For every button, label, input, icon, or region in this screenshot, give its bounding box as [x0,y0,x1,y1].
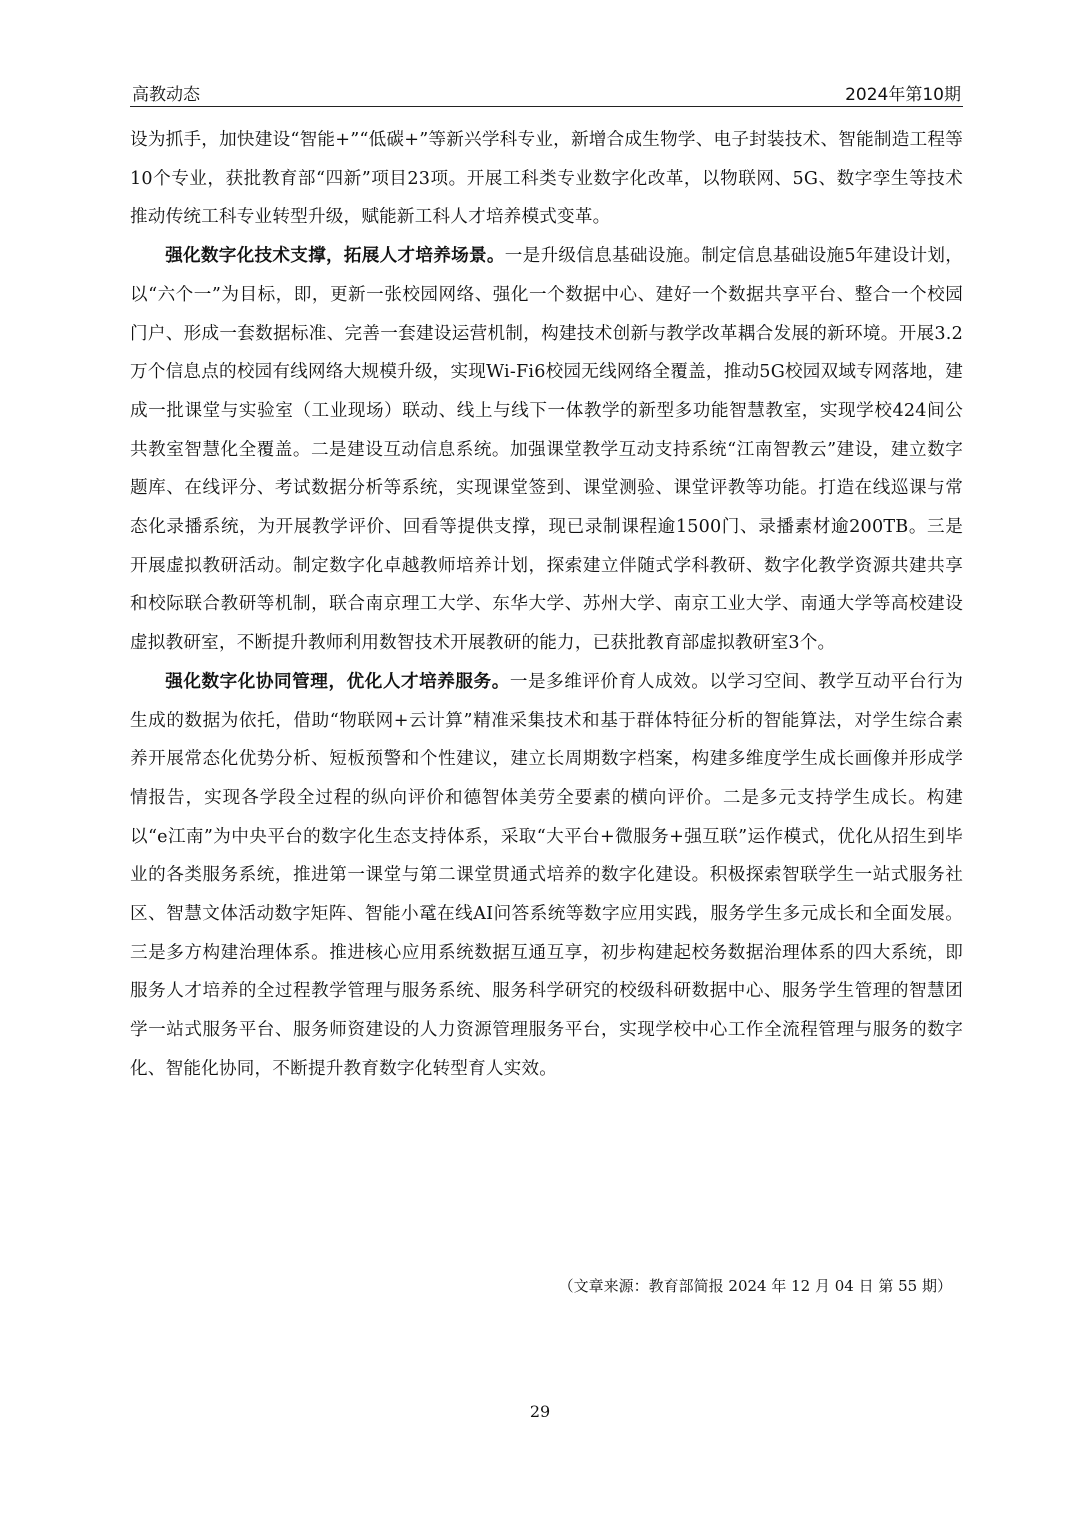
paragraph-3-lead: 强化数字化协同管理，优化人才培养服务。 [165,670,510,692]
issue-label: 2024年第10期 [845,85,961,105]
paragraph-3-text: 一是多维评价育人成效。以学习空间、教学互动平台行为生成的数据为依托，借助“物联网+云计算”精准采集技术和基于群体特征分析的智能算法，对学生综合素养开展常态化优势分析、短板预警和个性建议，建立长周期数字档案，构建多维度学生成长画像并形成学情报告，实现各学段全过程的纵向评价和德智体美劳全要素的横向评价。二是多元支持学生成长。构建以“e江南”为中央平台的数字化生态支持体系，采取“大平台+微服务+强互联”运作模式，优化从招生到毕业的各类服务系统，推进第一课堂与第二课堂贯通式培养的数字化建设。积极探索智联学生一站式服务社区、智慧文体活动数字矩阵、智能小鼋在线AI问答系统等数字应用实践，服务学生多元成长和全面发展。三是多方构建治理体系。推进核心应用系统数据互通互享，初步构建起校务数据治理体系的四大系统，即服务人才培养的全过程教学管理与服务系统、服务科学研究的校级科研数据中心、服务学生管理的智慧团学一站式服务平台、服务师资建设的人力资源管理服务平台，实现学校中心工作全流程管理与服务的数字化、智能化协同，不断提升教育数字化转型育人实效。 [130,671,963,1079]
article-source: （文章来源：教育部简报 2024 年 12 月 04 日 第 55 期） [558,1277,952,1295]
paragraph-1 [130,121,963,237]
running-header [130,78,963,107]
paragraph-2-text: 一是升级信息基础设施。制定信息基础设施5年建设计划，以“六个一”为目标，即，更新一张校园网络、强化一个数据中心、建好一个数据共享平台、整合一个校园门户、形成一套数据标准、完善一套建设运营机制，构建技术创新与教学改革耦合发展的新环境。开展3.2万个信息点的校园有线网络大规模升级，实现Wi-Fi6校园无线网络全覆盖，推动5G校园双域专网落地，建成一批课堂与实验室（工业现场）联动、线上与线下一体教学的新型多功能智慧教室，实现学校424间公共教室智慧化全覆盖。二是建设互动信息系统。加强课堂教学互动支持系统“江南智教云”建设，建立数字题库、在线评分、考试数据分析等系统，实现课堂签到、课堂测验、课堂评教等功能。打造在线巡课与常态化录播系统，为开展教学评价、回看等提供支撑，现已录制课程逾1500门、录播素材逾200TB。三是开展虚拟教研活动。制定数字化卓越教师培养计划，探索建立伴随式学科教研、数字化教学资源共建共享和校际联合教研等机制，联合南京理工大学、东华大学、苏州大学、南京工业大学、南通大学等高校建设虚拟教研室，不断提升教师利用数智技术开展教研的能力，已获批教育部虚拟教研室3个。 [130,246,963,654]
paragraph-1-text: 设为抓手，加快建设“智能+”“低碳+”等新兴学科专业，新增合成生物学、电子封装技术、智能制造工程等10个专业，获批教育部“四新”项目23项。开展工科类专业数字化改革，以物联网、5G、数字孪生等技术推动传统工科专业转型升级，赋能新工科人才培养模式变革。 [130,130,963,228]
journal-name: 高教动态 [132,85,200,105]
paragraph-2 [130,237,963,663]
article-body [130,121,963,1089]
page-number: 29 [529,1402,551,1421]
paragraph-2-lead: 强化数字化技术支撑，拓展人才培养场景。 [165,245,505,267]
paragraph-3 [130,663,963,1089]
